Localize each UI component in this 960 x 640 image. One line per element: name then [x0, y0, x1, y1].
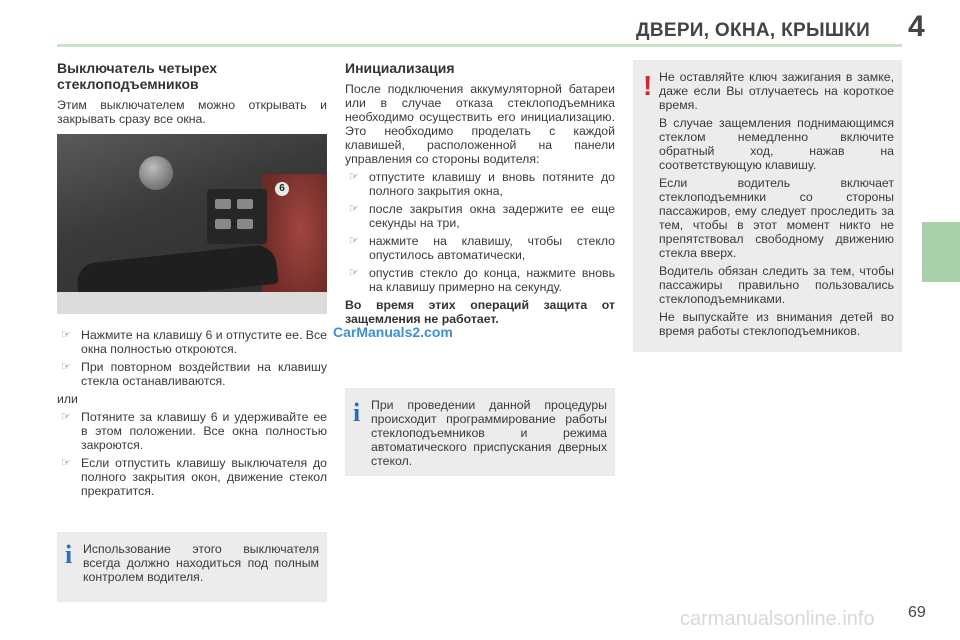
switch-panel-shape: [207, 189, 267, 244]
switch-shape: [215, 219, 231, 229]
pointing-hand-icon: ☞: [61, 329, 71, 341]
warning-paragraph: Не оставляйте ключ зажигания в замке, даже если Вы отлучаетесь на короткое время.: [659, 70, 894, 112]
list-item: ☞ Нажмите на клавишу 6 и отпустите ее. Все окна полностью откроются.: [61, 328, 327, 356]
photo-caption-strip: [57, 292, 327, 314]
or-text: или: [57, 392, 78, 406]
pointing-hand-icon: ☞: [61, 411, 71, 423]
info-text: Использование этого выключателя всегда должно находиться под полным контролем водителя.: [83, 542, 319, 584]
warning-paragraph: Не выпускайте из внимания детей во время работы стеклоподъемников.: [659, 310, 894, 338]
info-box-programming: [345, 388, 615, 476]
warning-paragraph: Водитель обязан следить за тем, чтобы пассажиры правильно пользовались стеклоподъемниками.: [659, 264, 894, 306]
info-box-control: [57, 532, 327, 602]
switch-shape: [237, 199, 253, 209]
info-text: При проведении данной процедуры происходит программирование работы стеклоподъемников и режима автоматического приспускания дверных стекол.: [371, 398, 607, 468]
list-item: ☞ При повторном воздействии на клавишу стекла останавливаются.: [61, 360, 327, 388]
knob-shape: [139, 156, 173, 190]
chapter-side-tab: [922, 222, 960, 282]
section-title-init: Инициализация: [345, 60, 455, 76]
list-item: ☞ Если отпустить клавишу выключателя до полного закрытия окон, движение стекол прекратится.: [61, 456, 327, 498]
info-icon: i: [353, 398, 361, 427]
list-item: ☞ после закрытия окна задержите ее еще секунды на три,: [349, 202, 615, 230]
switch-shape: [215, 199, 231, 209]
list-item: ☞ Потяните за клавишу 6 и удерживайте ее в этом положении. Все окна полностью закроются.: [61, 410, 327, 452]
pinch-protection-note: Во время этих операций защита от защемления не работает.: [345, 298, 615, 326]
console-photo: [57, 134, 327, 314]
column-four-window-switch: [57, 60, 327, 502]
watermark-carmanuals[interactable]: CarManuals2.com: [333, 324, 453, 340]
pointing-hand-icon: ☞: [349, 171, 359, 183]
warning-icon: !: [643, 70, 653, 101]
pointing-hand-icon: ☞: [61, 457, 71, 469]
pointing-hand-icon: ☞: [349, 235, 359, 247]
info-icon: i: [65, 540, 73, 569]
header-rule: [57, 44, 902, 47]
warning-paragraph: В случае защемления поднимающимся стеклом немедленно включите обратный ход, нажав на соответствующую клавишу.: [659, 116, 894, 172]
photo-callout-number: 6: [275, 182, 289, 196]
warning-paragraph: Если водитель включает стеклоподъемники со стороны пассажиров, ему следует проследить за тем, чтобы в этот момент никто не препятствовал свободному движению стекла вверх.: [659, 176, 894, 260]
pointing-hand-icon: ☞: [349, 203, 359, 215]
pointing-hand-icon: ☞: [349, 267, 359, 279]
switch-intro: Этим выключателем можно открывать и закрывать сразу все окна.: [57, 98, 327, 126]
section-title-switch: Выключатель четырех стеклоподъемников: [57, 60, 217, 92]
list-item: ☞ опустив стекло до конца, нажмите вновь на клавишу примерно на секунду.: [349, 266, 615, 294]
list-item: ☞ отпустите клавишу и вновь потяните до полного закрытия окна,: [349, 170, 615, 198]
list-item: ☞ нажмите на клавишу, чтобы стекло опустилось автоматически,: [349, 234, 615, 262]
init-intro: После подключения аккумуляторной батареи или в случае отказа стеклоподъемника необходимо осуществить его инициализацию. Это необходимо проделать с каждой клавишей, расположенной на панели управления со стороны водителя:: [345, 82, 615, 166]
warning-box: [633, 60, 902, 352]
page-title: ДВЕРИ, ОКНА, КРЫШКИ: [636, 20, 871, 41]
watermark-footer[interactable]: carmanualsonline.info: [680, 608, 875, 630]
chapter-number: 4: [908, 10, 925, 43]
switch-shape: [237, 219, 253, 229]
column-initialization: [345, 60, 615, 330]
page-number: 69: [908, 604, 926, 621]
pointing-hand-icon: ☞: [61, 361, 71, 373]
